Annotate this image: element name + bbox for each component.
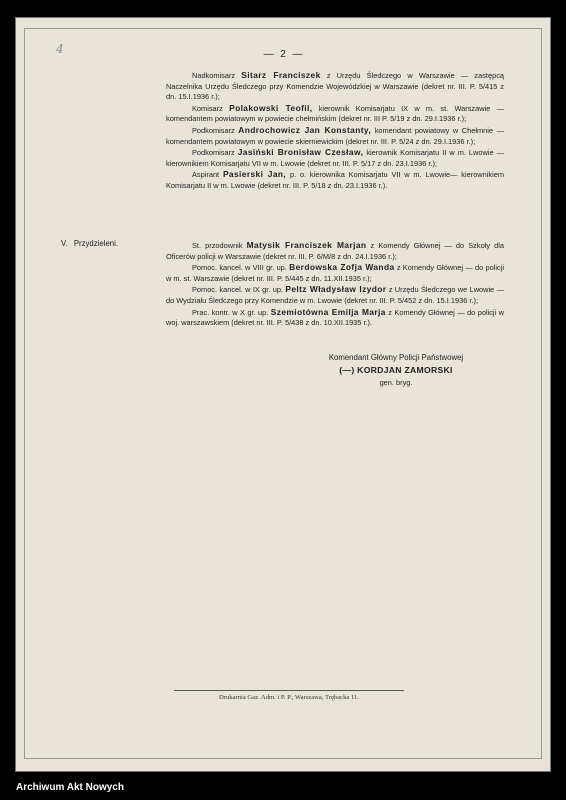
entry-name: Polakowski Teofil, xyxy=(229,102,313,113)
entry-text: z Komendy Głównej — do Szkoły dla Oficerów policji w Warszawie (dekret nr. III. P. 6/M/8 z dn. 24.I.1936 r.); xyxy=(166,241,504,261)
entry-rank: Aspirant xyxy=(192,170,220,180)
entry-name: Szemiotówna Emilja Marja xyxy=(270,306,386,317)
entry-name: Berdowska Zofja Wanda xyxy=(289,262,395,273)
personnel-entry xyxy=(166,284,504,306)
entry-rank: Nadkomisarz xyxy=(192,71,236,80)
entry-name: Matysik Franciszek Marjan xyxy=(246,240,367,250)
personnel-entry xyxy=(166,70,504,103)
entry-text: p. o. kierownika Komisarjatu VII w m. Lwowie— kierownikiem Komisarjatu II w m. Lwowie (dekret nr. III. P. 5/18 z dn. 23.I.1936 r.). xyxy=(166,170,504,190)
printer-imprint: Drukarnia Gaz. Adm. i P. P., Warszawa, Trębacka 11. xyxy=(219,694,359,701)
entries-assigned xyxy=(166,240,504,329)
personnel-entry xyxy=(166,125,504,147)
archive-label: Archiwum Akt Nowych xyxy=(16,782,124,793)
section-title: Przydzieleni. xyxy=(73,239,119,248)
personnel-entry xyxy=(166,240,504,262)
entry-name: Jasiński Bronisław Czesław, xyxy=(237,147,364,158)
entry-rank: Podkomisarz xyxy=(192,125,235,135)
archive-watermark-bar xyxy=(0,778,566,800)
entries-reassigned xyxy=(166,70,504,192)
entry-rank: St. przodownik xyxy=(192,241,243,250)
personnel-entry xyxy=(166,169,504,191)
entry-text: kierownik Komisarjatu II w m. Lwowie — kierownikiem Komisarjatu VII w m. Lwowie (dekret nr. III. P. 5/17 z dn. 23.I.1936 r.); xyxy=(166,148,504,168)
personnel-entry xyxy=(166,147,504,169)
entry-rank: Pomoc. kancel. w VIII gr. up. xyxy=(192,263,287,273)
signature-name: (—) KORDJAN ZAMORSKI xyxy=(339,365,453,375)
entry-text: z Komendy Głównej — do policji w m. st. Warszawie (dekret nr. III. P. 5/445 z dn. 11.XII.1935 r.); xyxy=(166,263,504,283)
entry-name: Androchowicz Jan Konstanty, xyxy=(238,124,372,135)
personnel-entry xyxy=(166,262,504,284)
entry-name: Pasierski Jan, xyxy=(222,169,287,180)
entry-text: z Urzędu Śledczego w Warszawie — zastępcą Naczelnika Urzędu Śledczego przy Komendzie Wojewódzkiej w Warszawie (dekret nr. III. P. 5/415 z dn. 15.I.1936 r.); xyxy=(166,71,504,102)
entry-rank: Prac. kontr. w X gr. up. xyxy=(192,307,269,317)
entry-text: komendant powiatowy w Chełmnie — komendantem powiatowym w powiecie skierniewickim (dekret nr. III. P. 5/24 z dn. 29.I.1936 r.); xyxy=(166,125,504,146)
footer-divider xyxy=(174,690,404,691)
entry-text: kierownik Komisarjatu IX w m. st. Warszawie — komendantem powiatowym w powiecie chełmińskim (dekret nr. III P. 5/19 z dn. 29.I.1936 r.); xyxy=(166,103,504,124)
personnel-entry xyxy=(166,307,504,329)
pencil-annotation: 4 xyxy=(56,42,64,56)
entry-rank: Podkomisarz xyxy=(192,148,235,158)
entry-rank: Pomoc. kancel. w IX gr. up. xyxy=(192,285,283,295)
page-number: — 2 — xyxy=(263,49,305,60)
personnel-entry xyxy=(166,103,504,125)
entry-rank: Komisarz xyxy=(192,103,223,113)
signature-rank: gen. bryg. xyxy=(379,378,413,387)
entry-text: z Urzędu Śledczego we Lwowie — do Wydziału Śledczego przy Komendzie w m. Lwowie (dekret nr. III. P. 5/452 z dn. 15.I.1936 r.); xyxy=(166,285,504,305)
signature-block xyxy=(281,351,511,389)
document-page xyxy=(15,17,551,772)
section-heading xyxy=(61,239,118,248)
entry-text: z Komendy Głównej — do policji w woj. warszawskiem (dekret nr. III. P. 5/438 z dn. 10.XII.1935 r.). xyxy=(166,307,504,328)
section-number: V. xyxy=(61,239,68,248)
entry-name: Peltz Władysław Izydor xyxy=(285,284,387,295)
signature-title: Komendant Główny Policji Państwowej xyxy=(328,353,464,362)
entry-name: Sitarz Franciszek xyxy=(241,70,321,80)
